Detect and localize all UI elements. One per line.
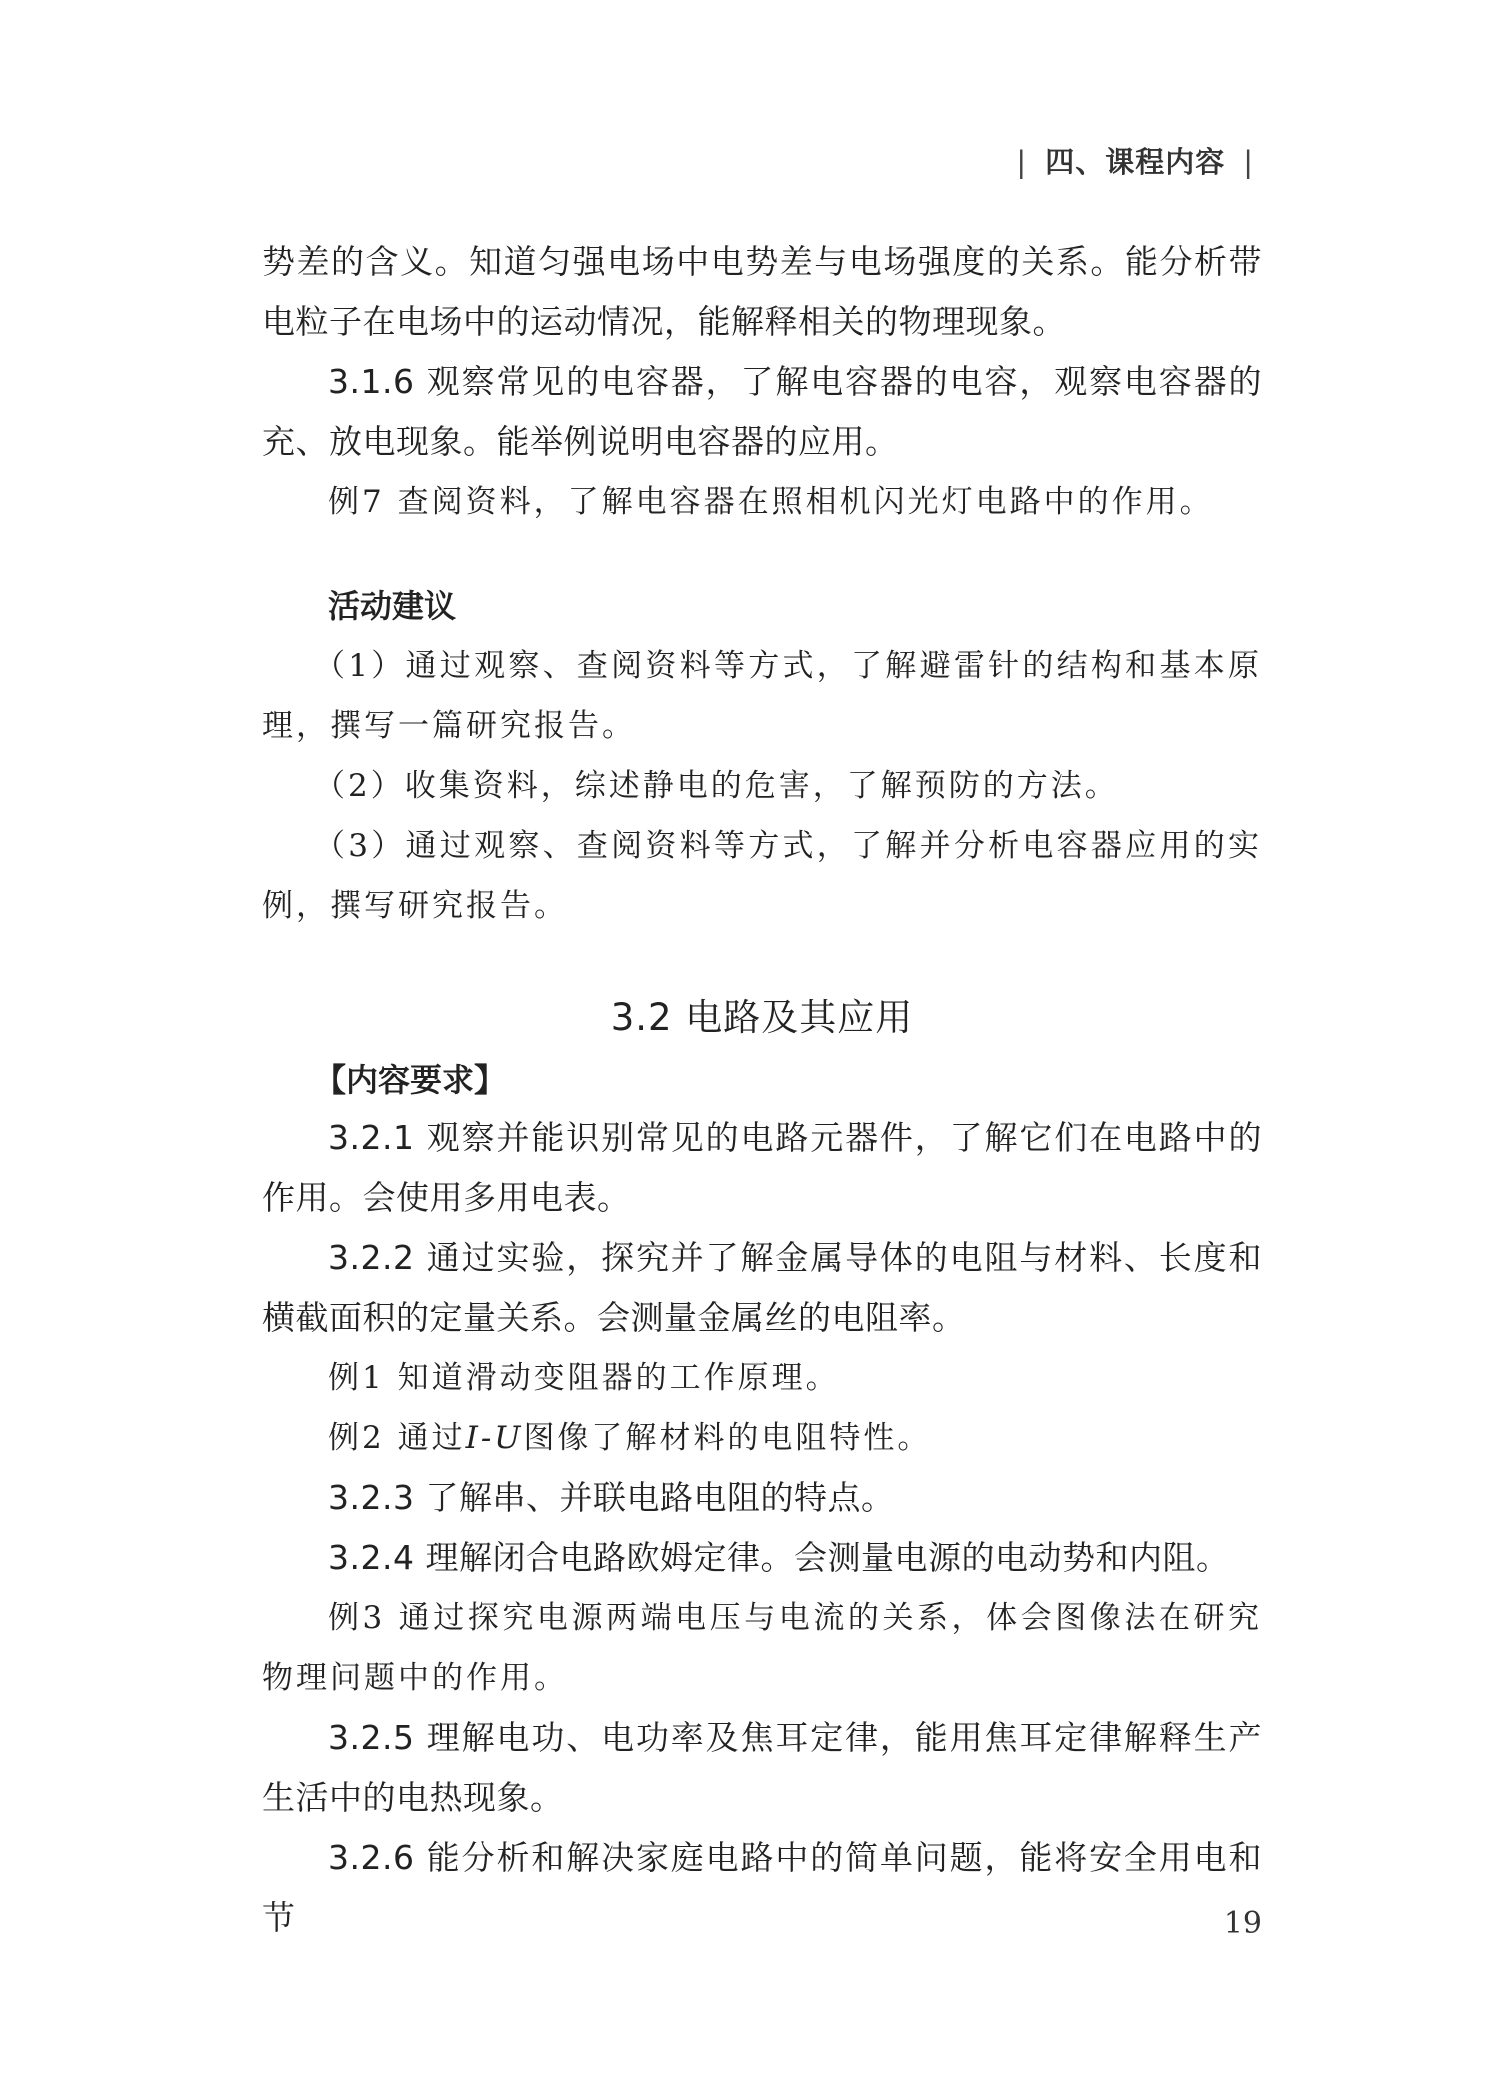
example-7: 例7 查阅资料，了解电容器在照相机闪光灯电路中的作用。 bbox=[328, 484, 1214, 520]
requirement-3-2-1: 3.2.1 观察并能识别常见的电路元器件，了解它们在电路中的作用。会使用多用电表。 bbox=[262, 1118, 1262, 1217]
running-header bbox=[998, 140, 1272, 181]
requirement-3-2-5: 3.2.5 理解电功、电功率及焦耳定律，能用焦耳定律解释生产生活中的电热现象。 bbox=[262, 1718, 1262, 1817]
requirement-3-2-4: 3.2.4 理解闭合电路欧姆定律。会测量电源的电动势和内阻。 bbox=[328, 1538, 1230, 1577]
activities-heading: 活动建议 bbox=[328, 587, 457, 625]
activity-3: （3）通过观察、查阅资料等方式，了解并分析电容器应用的实例，撰写研究报告。 bbox=[262, 828, 1262, 924]
header-divider-left: | bbox=[1016, 145, 1028, 179]
example-2-suffix: 图像了解材料的电阻特性。 bbox=[523, 1420, 932, 1456]
section-title: 3.2 电路及其应用 bbox=[610, 996, 914, 1039]
requirement-3-1-6: 3.1.6 观察常见的电容器，了解电容器的电容，观察电容器的充、放电现象。能举例说明电容器的应用。 bbox=[262, 362, 1262, 461]
example-1: 例1 知道滑动变阻器的工作原理。 bbox=[328, 1360, 840, 1396]
requirement-3-2-2: 3.2.2 通过实验，探究并了解金属导体的电阻与材料、长度和横截面积的定量关系。会测量金属丝的电阻率。 bbox=[262, 1238, 1262, 1337]
example-2 bbox=[262, 1408, 1262, 1468]
chapter-title: 四、课程内容 bbox=[1045, 145, 1226, 179]
page-number: 19 bbox=[1223, 1906, 1262, 1941]
activity-1: （1）通过观察、查阅资料等方式，了解避雷针的结构和基本原理，撰写一篇研究报告。 bbox=[262, 648, 1262, 744]
activity-2: （2）收集资料，综述静电的危害，了解预防的方法。 bbox=[314, 768, 1119, 804]
requirement-3-2-3: 3.2.3 了解串、并联电路电阻的特点。 bbox=[328, 1478, 895, 1517]
requirement-3-2-6: 3.2.6 能分析和解决家庭电路中的简单问题，能将安全用电和节 bbox=[262, 1838, 1262, 1937]
paragraph-continued: 势差的含义。知道匀强电场中电势差与电场强度的关系。能分析带电粒子在电场中的运动情况，能解释相关的物理现象。 bbox=[262, 242, 1262, 341]
page-body bbox=[262, 232, 1262, 1948]
example-2-formula: I-U bbox=[465, 1420, 524, 1456]
header-divider-right: | bbox=[1243, 145, 1254, 179]
example-2-prefix: 例2 通过 bbox=[328, 1420, 466, 1456]
example-3: 例3 通过探究电源两端电压与电流的关系，体会图像法在研究物理问题中的作用。 bbox=[262, 1600, 1262, 1696]
requirements-heading: 【内容要求】 bbox=[314, 1061, 507, 1099]
